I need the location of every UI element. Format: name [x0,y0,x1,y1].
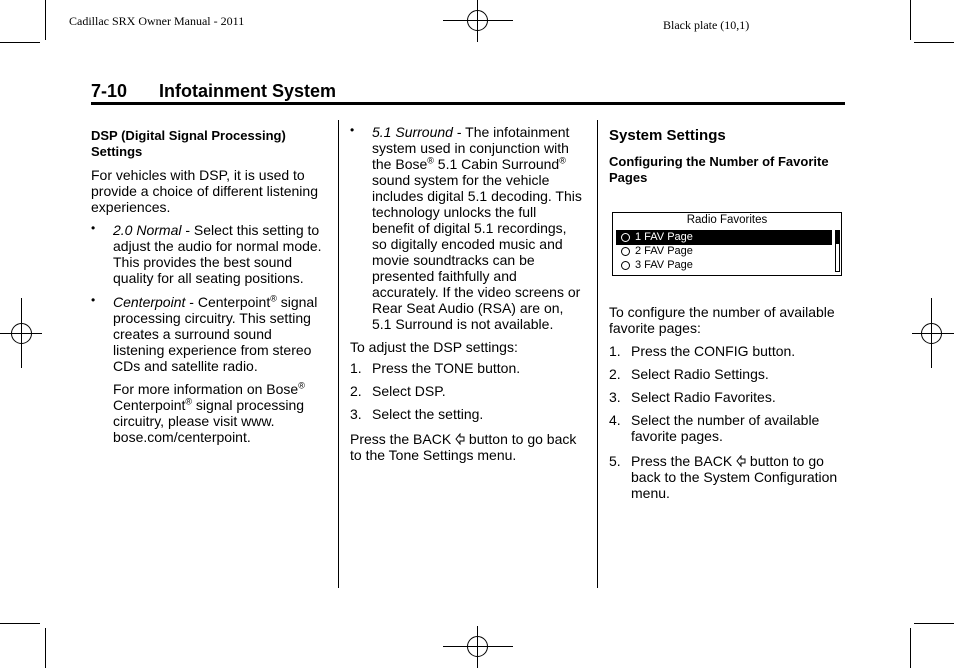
column-1 [91,128,326,445]
column-2 [350,124,582,463]
scrollbar[interactable] [835,230,840,272]
back-arrow-icon [736,455,746,467]
column-divider [597,120,598,588]
list-item: 2. Select Radio Settings. [609,366,769,382]
page-number: 7-10 [91,81,128,101]
list-item: 5. Press the BACK button to go back to the System Configuration menu. [609,453,838,501]
system-settings-heading: System Settings [609,127,726,144]
list-item: • 2.0 Normal - Select this setting to adjust the audio for normal mode. This provides the best sound quality for all seating positions. [91,221,322,286]
screen-title: Radio Favorites [686,214,768,226]
dsp-intro: For vehicles with DSP, it is used to provide a choice of different listening experiences. [91,167,318,215]
column-3 [609,128,847,186]
scrollbar-thumb[interactable] [836,231,839,244]
configure-intro: To configure the number of available favorite pages: [609,304,835,336]
radio-button-icon [621,261,630,270]
radio-button-icon [621,247,630,256]
bullet-icon: • [350,123,355,137]
list-item: 1. Press the CONFIG button. [609,343,796,359]
list-item: 1. Press the TONE button. [350,360,521,376]
more-info: For more information on Bose® Centerpoint® signal processing circuitry, please visit www. bose.com/centerpoint. [113,380,305,445]
bullet-icon: • [91,221,96,235]
favorite-option[interactable]: 1 FAV Page [616,230,832,245]
back-arrow-icon [455,433,465,445]
bullet-icon: • [91,293,96,307]
list-item: 3. Select the setting. [350,406,484,422]
column-3-steps [609,304,849,501]
adjust-intro: To adjust the DSP settings: [350,339,518,355]
list-item: • Centerpoint - Centerpoint® signal processing circuitry. This setting creates a surround sound listening experience from stereo CDs and satellite radio. [91,293,318,374]
radio-button-icon [621,233,630,242]
running-head-plate: Black plate (10,1) [663,18,750,32]
running-head-title: Cadillac SRX Owner Manual - 2011 [69,14,245,28]
favorite-option[interactable]: 3 FAV Page [616,258,832,273]
list-item: 2. Select DSP. [350,383,446,399]
favorite-option[interactable]: 2 FAV Page [616,244,832,259]
page-title: Infotainment System [159,81,337,101]
list-item: 4. Select the number of available favorite pages. [609,412,820,444]
radio-favorites-screen [612,212,842,276]
column-divider [338,120,339,588]
list-item: 3. Select Radio Favorites. [609,389,776,405]
list-item: • 5.1 Surround - The infotainment system used in conjunction with the Bose® 5.1 Cabin Surround® sound system for the vehicle includes digital 5.1 decoding. This technology unlocks the full benefit of digital 5.1 recordings, so digitally encoded music and movie soundtracks can be presented faithfully and accurately. If the video screens or Rear Seat Audio (RSA) are on, 5.1 Surround is not available. [350,123,582,332]
section-heading [91,80,845,105]
dsp-heading: DSP (Digital Signal Processing) Settings [91,128,286,159]
configure-heading: Configuring the Number of Favorite Pages [609,154,829,185]
back-instruction: Press the BACK button to go back to the Tone Settings menu. [350,431,577,463]
